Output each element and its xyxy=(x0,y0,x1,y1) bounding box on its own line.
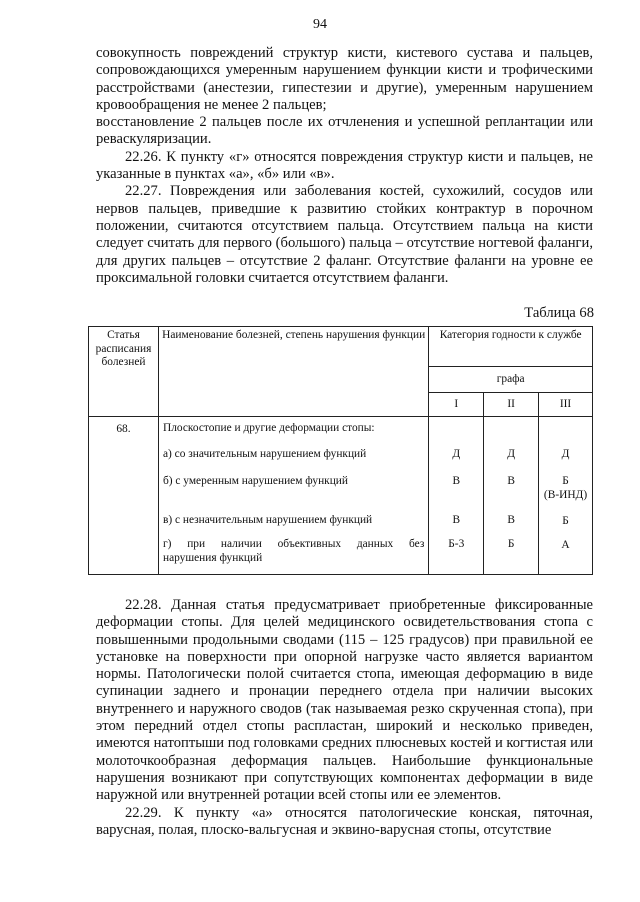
cat-c-1: В xyxy=(452,514,461,526)
header-col-1: I xyxy=(429,393,484,417)
header-col-2: II xyxy=(484,393,539,417)
text-block-top xyxy=(96,45,593,287)
cat-a-1: Д xyxy=(452,448,461,460)
table-title: Таблица 68 xyxy=(524,305,594,321)
paragraph: 22.27. Повреждения или заболевания костей, сухожилий, сосудов или нервов пальцев, приведшие к развитию стойких контрактур в порочном положении, считаются отсутствием пальца. Отсутствием пальца на кисти следует считать для первого (большого) пальца – отсутствие ногтевой фаланги, для других пальцев – отсутствие 2 фаланг. Отсутствие фаланги на уровне ее проксимальной головки считается отсутствием фаланги. xyxy=(96,183,593,286)
cat-c-3: Б xyxy=(562,514,569,527)
paragraph: 22.26. К пункту «г» относятся повреждения структур кисти и пальцев, не указанные в пунктах «а», «б» или «в». xyxy=(96,148,593,183)
condition-d-line1: г) при наличии объективных данных без xyxy=(162,538,425,550)
cat-d-2: Б xyxy=(507,538,515,550)
cat-c-2: В xyxy=(507,514,515,526)
condition-heading: Плоскостопие и другие деформации стопы: xyxy=(162,422,375,434)
condition-c: в) с незначительным нарушением функций xyxy=(162,514,373,526)
header-name: Наименование болезней, степень нарушения функции xyxy=(158,327,428,417)
page-number: 94 xyxy=(313,17,327,32)
text-block-bottom xyxy=(96,597,593,839)
article-number: 68. xyxy=(89,417,159,575)
header-category: Категория годности к службе xyxy=(429,327,593,367)
condition-a: а) со значительным нарушением функций xyxy=(162,448,367,460)
category-col-2 xyxy=(484,417,539,575)
diagnosis-table xyxy=(88,326,593,575)
condition-d-line2: нарушения функций xyxy=(162,551,263,564)
header-graph: графа xyxy=(429,367,593,393)
cat-a-3: Д xyxy=(561,448,570,460)
cat-b-3: Б xyxy=(562,475,569,487)
header-col-3: III xyxy=(539,393,593,417)
conditions-cell xyxy=(158,417,428,575)
condition-b: б) с умеренным нарушением функций xyxy=(162,475,348,487)
cat-b-1: В xyxy=(452,475,461,487)
cat-d-1: Б-3 xyxy=(448,538,465,550)
paragraph: 22.29. К пункту «а» относятся патологические конская, пяточная, варусная, полая, плоско-вальгусная и эквино-варусная стопы, отсутствие xyxy=(96,804,593,838)
header-article: Статья расписания болезней xyxy=(89,327,159,417)
paragraph: совокупность повреждений структур кисти, кистевого сустава и пальцев, сопровождающихся умеренным нарушением функции кисти и трофическими расстройствами (анестезии, гипестезии и другие), умеренным нарушением кровообращения не менее 2 пальцев; xyxy=(96,45,593,113)
cat-a-2: Д xyxy=(507,448,516,460)
cat-b-3-extra: (В-ИНД) xyxy=(543,488,588,501)
cat-d-3: А xyxy=(561,538,570,551)
paragraph: восстановление 2 пальцев после их отчленения и успешной реплантации или реваскуляризации. xyxy=(96,114,593,148)
category-col-1 xyxy=(429,417,484,575)
cat-b-2: В xyxy=(507,475,515,487)
category-col-3 xyxy=(539,417,593,575)
paragraph: 22.28. Данная статья предусматривает приобретенные фиксированные деформации стопы. Для целей медицинского освидетельствования стопа с повышенными продольными сводами (115 – 125 градусов) при правильной ее установке на поверхности при опорной нагрузке часто является вариантом нормы. Патологически полой считается стопа, имеющая деформацию в виде супинации заднего и пронации переднего отдела при наличии высоких внутреннего и наружного сводов (так называемая резко скрученная стопа), при этом передний отдел стопы распластан, широкий и несколько приведен, имеются натоптыши под головками средних плюсневых костей и когтистая или молоточкообразная деформация пальцев. Наибольшие функциональные нарушения возникают при сопутствующих компонентах деформации в виде наружной или внутренней ротации всей стопы или ее элементов. xyxy=(96,597,594,804)
